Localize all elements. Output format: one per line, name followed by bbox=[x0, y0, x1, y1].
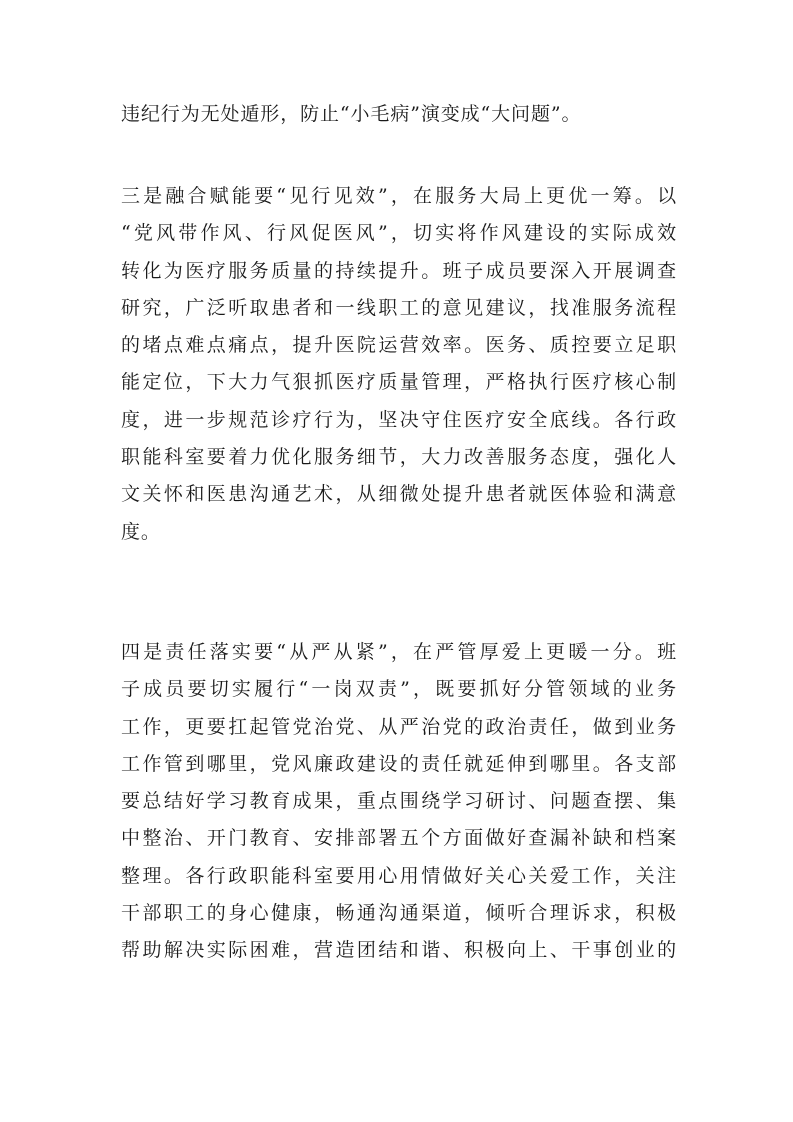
paragraph-integration-empowerment bbox=[121, 178, 677, 551]
text-line: 干部职工的身心健康，畅通沟通渠道，倾听合理诉求，积极 bbox=[121, 902, 677, 925]
paragraph-continuation bbox=[121, 96, 677, 133]
text-line: 文关怀和医患沟通艺术，从细微处提升患者就医体验和满意 bbox=[121, 483, 677, 506]
text-line: 帮助解决实际困难，营造团结和谐、积极向上、干事创业的 bbox=[121, 939, 677, 962]
text-line: 子成员要切实履行“一岗双责”，既要抓好分管领域的业务 bbox=[121, 678, 677, 701]
text-line: 职能科室要着力优化服务细节，大力改善服务态度，强化人 bbox=[121, 446, 677, 469]
text-line: 四是责任落实要“从严从紧”，在严管厚爱上更暖一分。班 bbox=[121, 641, 677, 663]
text-line: 违纪行为无处遁形，防止“小毛病”演变成“大问题”。 bbox=[121, 103, 582, 125]
text-line: 度。 bbox=[121, 520, 161, 543]
text-line: 的堵点难点痛点，提升医院运营效率。医务、质控要立足职 bbox=[121, 334, 677, 357]
text-line: 转化为医疗服务质量的持续提升。班子成员要深入开展调查 bbox=[121, 259, 677, 282]
text-line: 中整治、开门教育、安排部署五个方面做好查漏补缺和档案 bbox=[121, 827, 677, 850]
text-line: 工作管到哪里，党风廉政建设的责任就延伸到哪里。各支部 bbox=[121, 752, 677, 775]
text-line: “党风带作风、行风促医风”，切实将作风建设的实际成效 bbox=[121, 222, 677, 245]
text-line: 工作，更要扛起管党治党、从严治党的政治责任，做到业务 bbox=[121, 715, 677, 738]
text-line: 研究，广泛听取患者和一线职工的意见建议，找准服务流程 bbox=[121, 296, 677, 319]
text-line: 三是融合赋能要“见行见效”，在服务大局上更优一筹。以 bbox=[121, 185, 677, 207]
text-line: 度，进一步规范诊疗行为，坚决守住医疗安全底线。各行政 bbox=[121, 408, 677, 431]
text-line: 整理。各行政职能科室要用心用情做好关心关爱工作，关注 bbox=[121, 864, 677, 887]
text-line: 能定位，下大力气狠抓医疗质量管理，严格执行医疗核心制 bbox=[121, 371, 677, 394]
text-line: 要总结好学习教育成果，重点围绕学习研讨、问题查摆、集 bbox=[121, 790, 677, 813]
paragraph-responsibility bbox=[121, 634, 677, 970]
